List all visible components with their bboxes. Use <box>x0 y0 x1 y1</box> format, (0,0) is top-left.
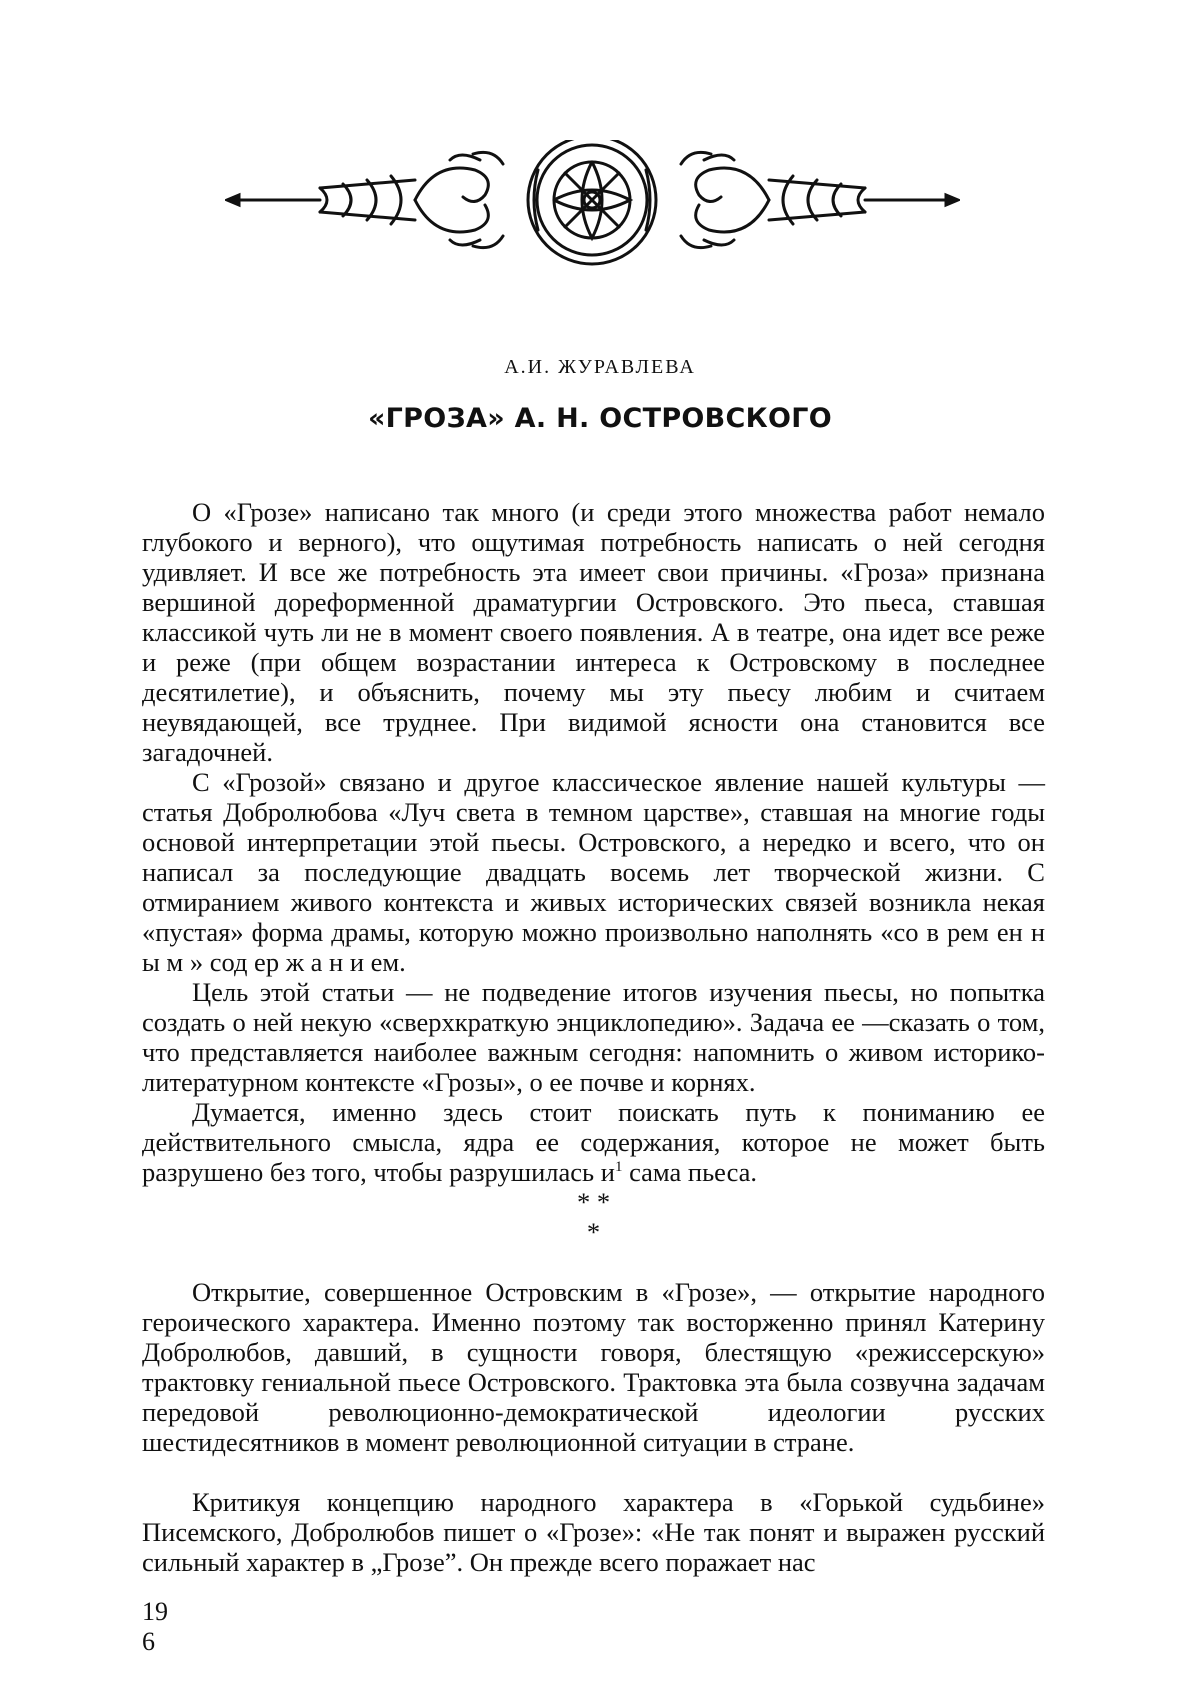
section-divider-top: * * <box>576 1187 611 1217</box>
page-number <box>142 1597 168 1657</box>
paragraph-text-end: сама пьеса. <box>622 1157 758 1187</box>
article-title: «ГРОЗА» А. Н. ОСТРОВСКОГО <box>367 403 833 434</box>
page-number-line-2: 6 <box>142 1627 155 1656</box>
article-body <box>142 497 1045 1577</box>
paragraph: С «Грозой» связано и другое классическое явление нашей культуры — статья Добролюбова «Луч света в темном царстве», ставшая на многие годы основой интерпретации этой пьесы. Островского, а нередко и всего, что он написал за последующие двадцать восемь лет творческой жизни. С отмиранием живого контекста и живых исторических связей возникла некая «пустая» форма драмы, которую можно произвольно наполнять «со в рем ен н ы м » сод ер ж а н и ем. <box>142 767 1045 977</box>
paragraph: Открытие, совершенное Островским в «Грозе», — открытие народного героического характера. Именно поэтому так восторженно принял Катерину Добролюбов, давший, в сущности говоря, блестящую «режиссерскую» трактовку гениальной пьесе Островского. Трактовка эта была созвучна задачам передовой революционно-демократической идеологии русских шестидесятников в момент революционной ситуации в стране. <box>142 1277 1045 1457</box>
author-name: А.И. ЖУРАВЛЕВА <box>504 356 696 378</box>
ornamental-headpiece <box>225 140 960 280</box>
paragraph: Цель этой статьи — не подведение итогов изучения пьесы, но попытка создать о ней некую «сверхкраткую энциклопедию». Задача ее —сказать о том, что представляется наиболее важным сегодня: напомнить о живом историко-литературном контексте «Грозы», о ее почве и корнях. <box>142 977 1045 1097</box>
paragraph: О «Грозе» написано так много (и среди этого множества работ немало глубокого и верного), что ощутимая потребность написать о ней сегодня удивляет. И все же потребность эта имеет свои причины. «Гроза» признана вершиной дореформенной драматургии Островского. Это пьеса, ставшая классикой чуть ли не в момент своего появления. А в театре, она идет все реже и реже (при общем возрастании интереса к Островскому в последнее десятилетие), и объяснить, почему мы эту пьесу любим и считаем неувядающей, все труднее. При видимой ясности она становится все загадочней. <box>142 497 1045 767</box>
paragraph <box>142 1097 1045 1187</box>
paragraph-text: Думается, именно здесь стоит поискать путь к пониманию ее действительного смысла, ядра ее содержания, которое не может быть разрушено без того, чтобы разрушилась и <box>142 1097 1045 1187</box>
section-divider-bottom: * <box>586 1217 601 1247</box>
page-number-line-1: 19 <box>142 1597 168 1626</box>
footnote-marker: 1 <box>614 1159 623 1176</box>
paragraph: Критикуя концепцию народного характера в «Горькой судьбине» Писемского, Добролюбов пишет о «Грозе»: «Не так понят и выражен русский сильный характер в „Грозе”. Он прежде всего поражает нас <box>142 1487 1045 1577</box>
